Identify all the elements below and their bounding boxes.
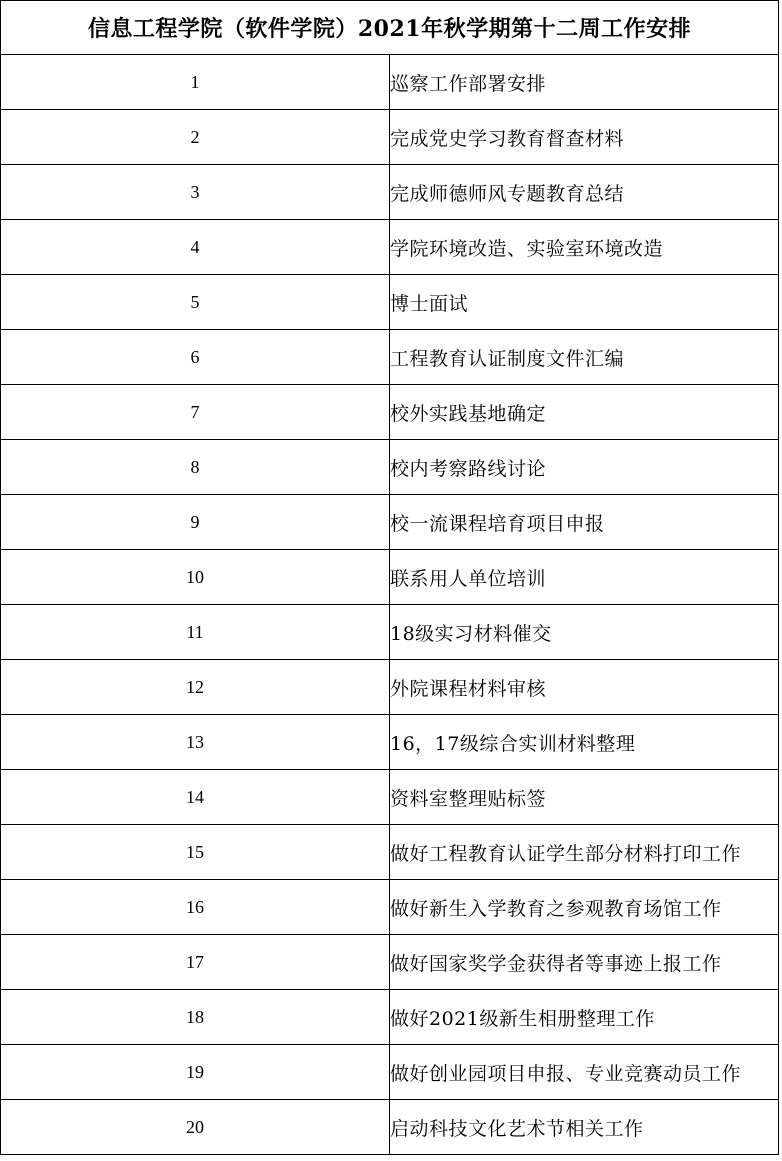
- task-description: 做好工程教育认证学生部分材料打印工作: [390, 825, 779, 880]
- task-description: 校外实践基地确定: [390, 385, 779, 440]
- task-description: 做好2021级新生相册整理工作: [390, 990, 779, 1045]
- table-row: [1, 220, 779, 275]
- row-number: 19: [1, 1045, 390, 1100]
- table-row: [1, 715, 779, 770]
- row-number: 8: [1, 440, 390, 495]
- table-row: [1, 165, 779, 220]
- row-number: 20: [1, 1100, 390, 1155]
- task-description: 博士面试: [390, 275, 779, 330]
- task-description: 工程教育认证制度文件汇编: [390, 330, 779, 385]
- row-number: 18: [1, 990, 390, 1045]
- row-number: 1: [1, 55, 390, 110]
- task-description: 校内考察路线讨论: [390, 440, 779, 495]
- row-number: 11: [1, 605, 390, 660]
- row-number: 16: [1, 880, 390, 935]
- task-description: 外院课程材料审核: [390, 660, 779, 715]
- row-number: 3: [1, 165, 390, 220]
- title-row: [1, 1, 779, 55]
- table-row: [1, 385, 779, 440]
- row-number: 15: [1, 825, 390, 880]
- task-description: 巡察工作部署安排: [390, 55, 779, 110]
- task-description: 做好新生入学教育之参观教育场馆工作: [390, 880, 779, 935]
- task-description: 校一流课程培育项目申报: [390, 495, 779, 550]
- table-row: [1, 605, 779, 660]
- table-row: [1, 110, 779, 165]
- row-number: 4: [1, 220, 390, 275]
- row-number: 12: [1, 660, 390, 715]
- row-number: 17: [1, 935, 390, 990]
- table-row: [1, 935, 779, 990]
- table-row: [1, 440, 779, 495]
- task-description: 16，17级综合实训材料整理: [390, 715, 779, 770]
- table-row: [1, 660, 779, 715]
- row-number: 9: [1, 495, 390, 550]
- task-description: 完成党史学习教育督查材料: [390, 110, 779, 165]
- table-row: [1, 880, 779, 935]
- task-description: 完成师德师风专题教育总结: [390, 165, 779, 220]
- task-description: 学院环境改造、实验室环境改造: [390, 220, 779, 275]
- table-row: [1, 330, 779, 385]
- row-number: 7: [1, 385, 390, 440]
- row-number: 10: [1, 550, 390, 605]
- table-row: [1, 550, 779, 605]
- row-number: 14: [1, 770, 390, 825]
- table-row: [1, 770, 779, 825]
- task-description: 做好创业园项目申报、专业竞赛动员工作: [390, 1045, 779, 1100]
- table-row: [1, 495, 779, 550]
- row-number: 5: [1, 275, 390, 330]
- table-row: [1, 1100, 779, 1155]
- row-number: 2: [1, 110, 390, 165]
- task-description: 做好国家奖学金获得者等事迹上报工作: [390, 935, 779, 990]
- page-title: 信息工程学院（软件学院）2021年秋学期第十二周工作安排: [1, 1, 779, 55]
- table-row: [1, 275, 779, 330]
- table-row: [1, 825, 779, 880]
- row-number: 13: [1, 715, 390, 770]
- table-row: [1, 990, 779, 1045]
- task-description: 启动科技文化艺术节相关工作: [390, 1100, 779, 1155]
- task-description: 联系用人单位培训: [390, 550, 779, 605]
- task-description: 资料室整理贴标签: [390, 770, 779, 825]
- task-description: 18级实习材料催交: [390, 605, 779, 660]
- table-row: [1, 55, 779, 110]
- table-row: [1, 1045, 779, 1100]
- row-number: 6: [1, 330, 390, 385]
